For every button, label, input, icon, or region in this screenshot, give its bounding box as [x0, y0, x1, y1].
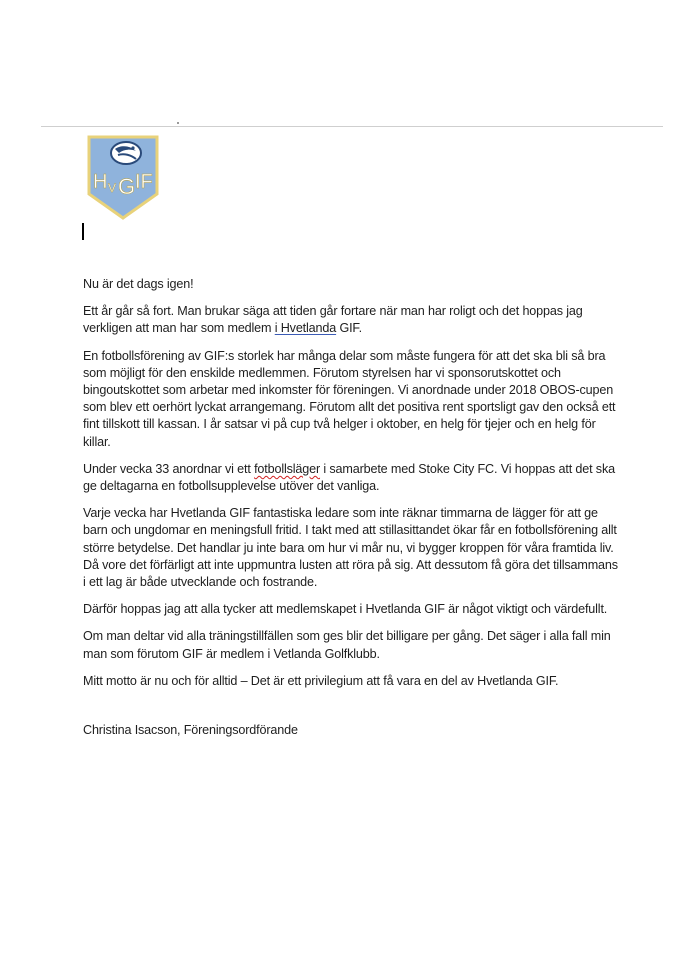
- misspelled-word: fotbollsläger: [254, 461, 321, 476]
- paragraph-4: Varje vecka har Hvetlanda GIF fantastiska ledare som inte räknar timmarna de lägger för att ge barn och ungdomar en meningsfull fritid. I takt med att stillasittandet ökar får en fotbollsförening allt större betydelse. Det handlar ju inte bara om hur vi mår nu, vi bygger kroppen för våra framtida liv. Då vore det förfärligt att inte uppmuntra lusten att röra på sig. Att dessutom få göra det tillsammans i ett lag är både utvecklande och fostrande.: [83, 506, 618, 590]
- logo-letters-if: IF: [135, 171, 153, 193]
- header-marker: [177, 122, 179, 124]
- paragraph-5: Därför hoppas jag att alla tycker att medlemskapet i Hvetlanda GIF är något viktigt och värdefullt.: [83, 602, 608, 617]
- paragraph-7: Mitt motto är nu och för alltid – Det är ett privilegium att få vara en del av Hvetlanda GIF.: [83, 673, 559, 688]
- logo-letter-g: G: [118, 174, 136, 199]
- paragraph-1-text: Ett år går så fort. Man brukar säga att tiden går fortare när man har roligt och det hoppas jag verkligen att man har som medlem: [83, 304, 583, 336]
- paragraph-6: Om man deltar vid alla träningstillfällen som ges blir det billigare per gång. Det säger i alla fall min man som förutom GIF är medlem i Vetlanda Golfklubb.: [83, 629, 611, 661]
- hvetlanda-link[interactable]: i Hvetlanda: [274, 321, 337, 336]
- paragraph-3: [83, 461, 623, 495]
- greeting: Nu är det dags igen!: [83, 277, 194, 291]
- signature: Christina Isacson, Föreningsordförande: [83, 723, 298, 738]
- swan-emblem-icon: [111, 142, 141, 164]
- paragraph-1-end: GIF.: [336, 321, 362, 336]
- letter-body: [83, 276, 623, 749]
- logo-letter-h: H: [93, 171, 108, 193]
- text-cursor: [82, 223, 84, 240]
- club-logo: [86, 134, 160, 220]
- paragraph-2: En fotbollsförening av GIF:s storlek har många delar som måste fungera för att det ska bli så bra som möjligt för den enskilde medlemmen. Förutom styrelsen har vi sponsorutskottet och bingoutskottet som arbetar med inkomster för föreningen. Vi anordnade under 2018 OBOS-cupen som blev ett oerhört lyckat arrangemang. Förutom allt det positiva rent sportsligt gav den också ett fint tillskott till kassan. I år satsar vi på cup två helger i oktober, en helg för tjejer och en helg för killar.: [83, 348, 616, 449]
- paragraph-1: [83, 303, 623, 337]
- paragraph-3-end: i samarbete med Stoke City FC. Vi hoppas att det ska ge deltagarna en fotbollsupplevelse utöver det vanliga.: [83, 461, 615, 494]
- logo-letter-v: V: [108, 181, 117, 195]
- header-divider: [41, 126, 663, 127]
- paragraph-3-text: Under vecka 33 anordnar vi ett: [83, 461, 255, 476]
- club-logo-shield: [86, 134, 160, 220]
